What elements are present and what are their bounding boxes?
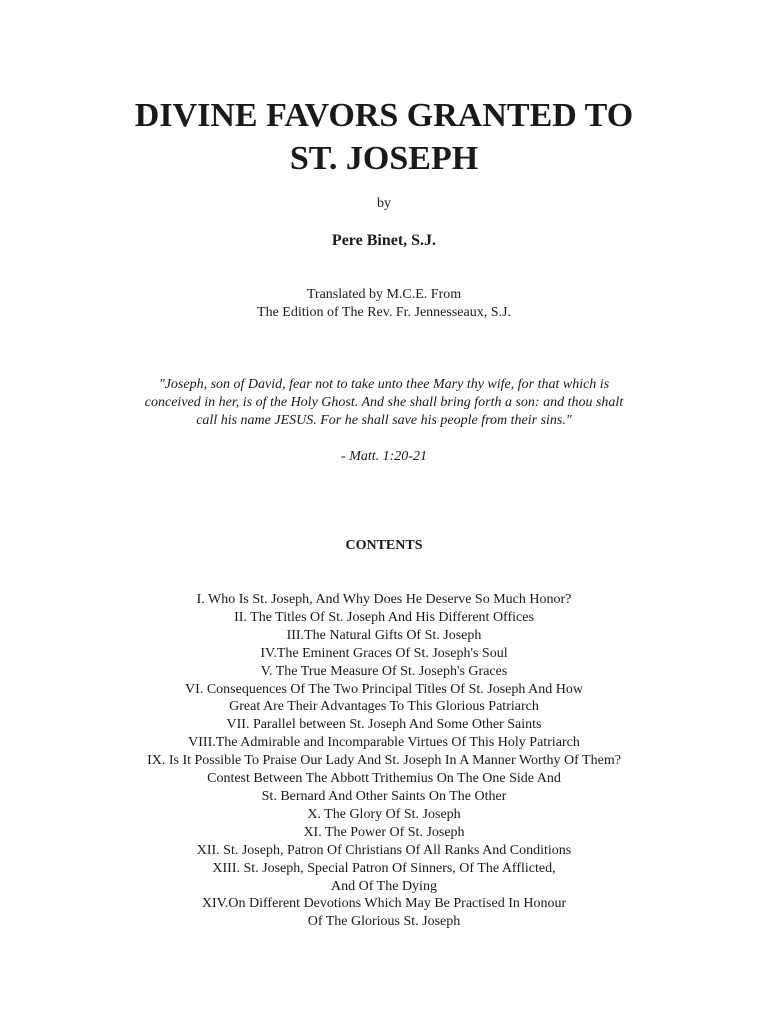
toc-line: I. Who Is St. Joseph, And Why Does He Deserve So Much Honor?: [196, 592, 572, 607]
epigraph-line: conceived in her, is of the Holy Ghost. And she shall bring forth a son: and thou shalt: [144, 395, 624, 410]
epigraph-line: "Joseph, son of David, fear not to take unto thee Mary thy wife, for that which is: [158, 377, 610, 392]
epigraph-line: call his name JESUS. For he shall save his people from their sins.": [196, 413, 572, 428]
table-of-contents: [0, 591, 768, 931]
toc-line: IX. Is It Possible To Praise Our Lady And St. Joseph In A Manner Worthy Of Them?: [147, 753, 621, 769]
contents-heading: CONTENTS: [345, 538, 423, 553]
title-line-1: DIVINE FAVORS GRANTED TO: [134, 97, 634, 134]
translation-line-1: Translated by M.C.E. From: [306, 287, 462, 302]
toc-line: V. The True Measure Of St. Joseph's Graces: [260, 663, 508, 679]
toc-line: XIII. St. Joseph, Special Patron Of Sinners, Of The Afflicted,: [212, 860, 556, 876]
toc-line: X. The Glory Of St. Joseph: [307, 806, 461, 822]
toc-line: And Of The Dying: [331, 878, 437, 894]
translation-line-2: The Edition of The Rev. Fr. Jennesseaux, S.J.: [257, 305, 511, 320]
toc-line: XII. St. Joseph, Patron Of Christians Of All Ranks And Conditions: [196, 842, 572, 858]
toc-line: VIII.The Admirable and Incomparable Virtues Of This Holy Patriarch: [188, 735, 580, 751]
by-line: by: [377, 196, 391, 211]
toc-line: IV.The Eminent Graces Of St. Joseph's Soul: [260, 645, 508, 661]
toc-line: III.The Natural Gifts Of St. Joseph: [286, 627, 482, 643]
toc-line: Contest Between The Abbott Trithemius On The One Side And: [207, 771, 561, 787]
toc-line: VI. Consequences Of The Two Principal Titles Of St. Joseph And How: [185, 681, 583, 697]
title-line-2: ST. JOSEPH: [289, 140, 479, 177]
toc-line: Great Are Their Advantages To This Glorious Patriarch: [229, 699, 539, 715]
epigraph-quote: [0, 376, 768, 430]
toc-line: Of The Glorious St. Joseph: [307, 914, 461, 930]
toc-line: II. The Titles Of St. Joseph And His Different Offices: [234, 609, 534, 625]
document-title: [0, 94, 768, 180]
toc-line: XIV.On Different Devotions Which May Be Practised In Honour: [201, 896, 567, 912]
toc-line: XI. The Power Of St. Joseph: [303, 824, 465, 840]
author-name: Pere Binet, S.J.: [331, 232, 437, 249]
toc-line: VII. Parallel between St. Joseph And Some Other Saints: [226, 717, 542, 733]
epigraph-citation: - Matt. 1:20-21: [341, 449, 427, 464]
toc-line: St. Bernard And Other Saints On The Other: [261, 788, 507, 804]
translation-note: [0, 286, 768, 322]
